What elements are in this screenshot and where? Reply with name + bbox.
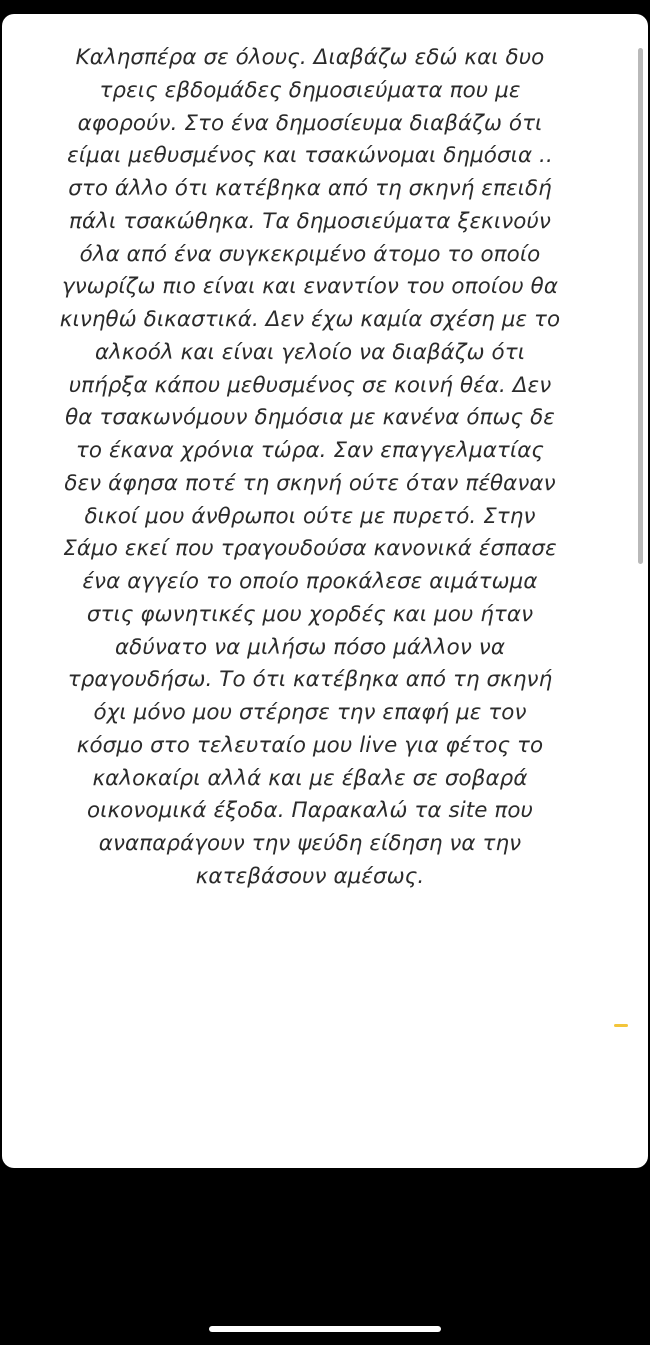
post-text-line: όχι μόνο μου στέρησε την επαφή με τον <box>93 700 527 725</box>
post-text-line: θα τσακωνόμουν δημόσια με κανένα όπως δε <box>65 405 555 431</box>
post-text-line: δικοί μου άνθρωποι ούτε με πυρετό. Στην <box>84 503 536 529</box>
post-text-line: δεν άφησα ποτέ τη σκηνή ούτε όταν πέθαναν <box>64 470 556 496</box>
post-card <box>2 14 648 1168</box>
post-text-line: κόσμο στο τελευταίο μου live για φέτος το <box>76 732 544 758</box>
post-text-line: υπήρξα κάπου μεθυσμένος σε κοινή θέα. Δεν <box>68 372 552 398</box>
home-indicator[interactable] <box>209 1326 441 1332</box>
post-text-line: τραγουδήσω. Το ότι κατέβηκα από τη σκηνή <box>67 667 553 693</box>
post-text-line: στο άλλο ότι κατέβηκα από τη σκηνή επειδή <box>68 176 552 201</box>
post-text-line: γνωρίζω πιο είναι και εναντίον του οποίου θα <box>61 274 559 300</box>
post-text-line: το έκανα χρόνια τώρα. Σαν επαγγελματίας <box>75 438 545 463</box>
post-text-line: αδύνατο να μιλήσω πόσο μάλλον να <box>114 634 506 660</box>
post-text-line: κινηθώ δικαστικά. Δεν έχω καμία σχέση με το <box>59 307 561 332</box>
post-text <box>14 42 606 894</box>
post-text-line: όλα από ένα συγκεκριμένο άτομο το οποίο <box>79 241 541 267</box>
post-text-line: αλκοόλ και είναι γελοίο να διαβάζω ότι <box>94 339 526 365</box>
post-text-line: κατεβάσουν αμέσως. <box>195 863 425 889</box>
post-text-line: Σάμο εκεί που τραγουδούσα κανονικά έσπασε <box>63 536 557 562</box>
post-text-line: αναπαράγουν την ψεύδη είδηση να την <box>98 831 522 856</box>
status-bar-area <box>0 0 650 14</box>
post-text-line: τρεις εβδομάδες δημοσιεύματα που με <box>99 77 521 103</box>
post-text-line: καλοκαίρι αλλά και με έβαλε σε σοβαρά <box>92 765 528 791</box>
scrollbar[interactable] <box>638 48 643 564</box>
yellow-marker <box>614 1024 628 1027</box>
post-text-line: Καλησπέρα σε όλους. Διαβάζω εδώ και δυο <box>75 45 545 70</box>
post-text-line: αφορούν. Στο ένα δημοσίευμα διαβάζω ότι <box>77 110 543 136</box>
post-text-line: πάλι τσακώθηκα. Τα δημοσιεύματα ξεκινούν <box>69 208 551 234</box>
post-text-line: στις φωνητικές μου χορδές και μου ήταν <box>86 601 534 627</box>
post-text-line: οικονομικά έξοδα. Παρακαλώ τα site που <box>86 798 534 824</box>
post-text-line: ένα αγγείο το οποίο προκάλεσε αιμάτωμα <box>82 569 538 594</box>
post-text-line: είμαι μεθυσμένος και τσακώνομαι δημόσια .. <box>67 143 553 169</box>
